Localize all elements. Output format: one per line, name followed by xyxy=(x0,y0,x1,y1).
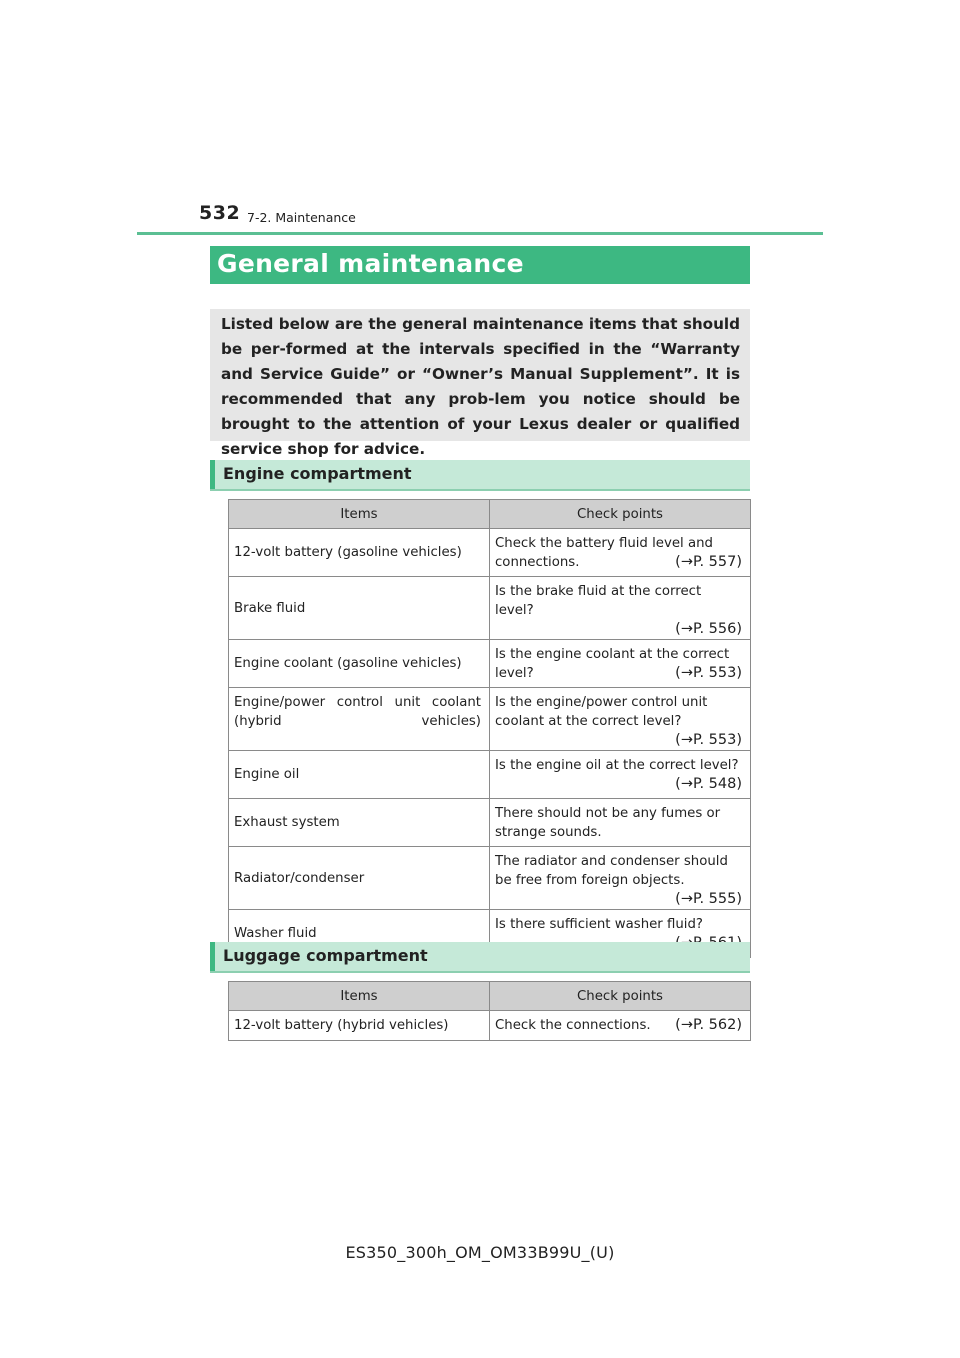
check-cell xyxy=(490,640,751,688)
intro-text: Listed below are the general maintenance items that should be per-formed at the intervals specified in the “Warranty and Service Guide” or “Owner’s Manual Supplement”. It is recommended that any prob-lem you notice should be brought to the attention of your Lexus dealer or qualified service shop for advice. xyxy=(221,315,740,458)
luggage-heading-text: Luggage compartment xyxy=(223,946,428,965)
page-number: 532 xyxy=(199,202,241,224)
check-cell xyxy=(490,751,751,799)
check-cell xyxy=(490,577,751,640)
check-text: Check the battery fluid level and connections. xyxy=(495,536,713,570)
item-cell: 12-volt battery (gasoline vehicles) xyxy=(229,529,490,577)
table-row xyxy=(229,1011,751,1041)
page-ref: (→P. 553) xyxy=(675,732,742,748)
col-items-header: Items xyxy=(229,982,490,1011)
check-text: The radiator and condenser should be free from foreign objects. xyxy=(495,854,728,888)
engine-compartment-heading xyxy=(210,460,750,491)
table-row xyxy=(229,751,751,799)
check-text: There should not be any fumes or strange sounds. xyxy=(495,806,721,840)
intro-box xyxy=(210,309,750,458)
item-cell: Washer fluid xyxy=(229,910,490,958)
page-ref: (→P. 557) xyxy=(675,554,742,570)
check-text: Is the brake fluid at the correct level? xyxy=(495,584,702,618)
check-text: Check the connections. xyxy=(495,1018,651,1033)
title-bar xyxy=(210,246,750,284)
check-cell xyxy=(490,1011,751,1041)
table-row xyxy=(229,688,751,751)
luggage-compartment-heading xyxy=(210,942,750,973)
table-header-row xyxy=(229,982,751,1011)
table-row xyxy=(229,847,751,910)
check-text: Is the engine coolant at the correct level? xyxy=(495,647,730,681)
table-row xyxy=(229,640,751,688)
section-label: 7-2. Maintenance xyxy=(247,210,356,225)
item-cell: Brake fluid xyxy=(229,577,490,640)
item-cell: Radiator/condenser xyxy=(229,847,490,910)
table-header-row xyxy=(229,500,751,529)
item-cell xyxy=(229,688,490,751)
table-row xyxy=(229,577,751,640)
header-rule xyxy=(137,232,823,235)
document-footer: ES350_300h_OM_OM33B99U_(U) xyxy=(345,1243,615,1262)
page-ref: (→P. 556) xyxy=(675,621,742,637)
engine-heading-text: Engine compartment xyxy=(223,464,412,483)
engine-compartment-table xyxy=(228,499,751,958)
item-cell: Engine oil xyxy=(229,751,490,799)
check-cell xyxy=(490,799,751,847)
item-cell: 12-volt battery (hybrid vehicles) xyxy=(229,1011,490,1041)
check-text: Is the engine/power control unit coolant at the correct level? xyxy=(495,695,708,729)
heading-accent-bar xyxy=(210,942,215,971)
check-cell xyxy=(490,688,751,751)
page-ref: (→P. 548) xyxy=(675,776,742,792)
item-text: Engine/power control unit coolant (hybrid vehicles) xyxy=(234,695,481,729)
page-ref: (→P. 553) xyxy=(675,665,742,681)
luggage-compartment-table xyxy=(228,981,751,1041)
table-row xyxy=(229,799,751,847)
check-cell xyxy=(490,847,751,910)
table-row xyxy=(229,529,751,577)
col-items-header: Items xyxy=(229,500,490,529)
col-check-header: Check points xyxy=(490,500,751,529)
item-cell: Exhaust system xyxy=(229,799,490,847)
page-ref: (→P. 562) xyxy=(675,1017,742,1033)
heading-accent-bar xyxy=(210,460,215,489)
item-cell: Engine coolant (gasoline vehicles) xyxy=(229,640,490,688)
col-check-header: Check points xyxy=(490,982,751,1011)
page-title: General maintenance xyxy=(217,249,524,278)
page-ref: (→P. 555) xyxy=(675,891,742,907)
check-text: Is the engine oil at the correct level? xyxy=(495,758,739,773)
check-text: Is there sufficient washer fluid? xyxy=(495,917,703,932)
check-cell xyxy=(490,529,751,577)
